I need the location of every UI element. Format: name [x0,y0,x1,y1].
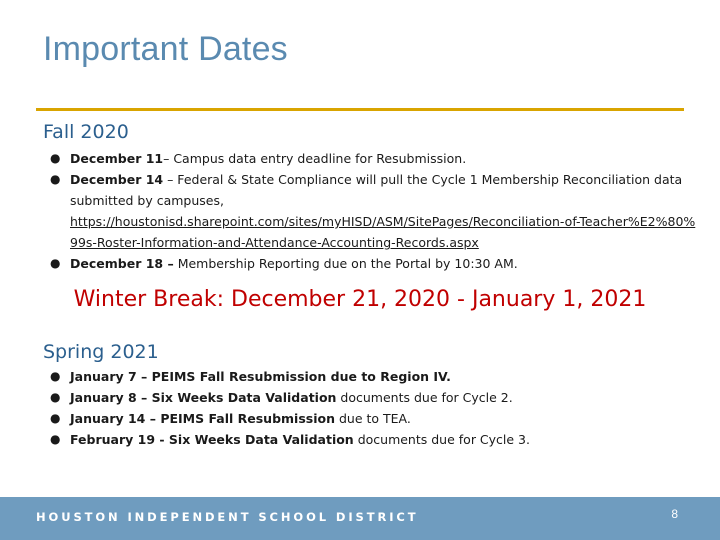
spring-list [48,366,648,450]
list-item [48,387,648,408]
item-text: Membership Reporting due on the Portal by 10:30 AM. [173,256,518,271]
bullet-icon: ● [50,256,61,270]
fall-heading: Fall 2020 [43,121,129,143]
district-name: HOUSTON INDEPENDENT SCHOOL DISTRICT [36,510,419,524]
list-item [48,429,648,450]
item-date: January 7 – PEIMS Fall Resubmission due to Region IV. [70,369,451,384]
item-date: February 19 - Six Weeks Data Validation [70,432,354,447]
fall-list [48,148,698,274]
item-date: December 14 [70,172,164,187]
bullet-icon: ● [50,411,61,425]
bullet-icon: ● [50,432,61,446]
list-item [48,148,698,169]
winter-break-banner: Winter Break: December 21, 2020 - January 1, 2021 [73,287,647,312]
spring-heading: Spring 2021 [43,341,159,363]
slide-title: Important Dates [43,30,288,68]
bullet-icon: ● [50,151,61,165]
page-number: 8 [671,507,678,521]
item-text: – Campus data entry deadline for Resubmission. [163,151,467,166]
list-item [48,169,698,253]
list-item [48,408,648,429]
item-date: January 8 – Six Weeks Data Validation [70,390,337,405]
item-text: due to TEA. [335,411,411,426]
item-date: December 18 – [70,256,174,271]
bullet-icon: ● [50,390,61,404]
reconciliation-link[interactable]: https://houstonisd.sharepoint.com/sites/myHISD/ASM/SitePages/Reconciliation-of-Teacher%E2%80%99s-Roster-Information-and-Attendance-Accounting-Records.aspx [70,214,696,250]
item-date: December 11 [70,151,164,166]
bullet-icon: ● [50,172,61,186]
title-divider [36,108,684,111]
item-date: January 14 – PEIMS Fall Resubmission [70,411,335,426]
bullet-icon: ● [50,369,61,383]
list-item [48,253,698,274]
list-item [48,366,648,387]
item-text: documents due for Cycle 2. [336,390,513,405]
item-text: documents due for Cycle 3. [353,432,530,447]
footer-bar [0,497,720,540]
item-text: – Federal & State Compliance will pull the Cycle 1 Membership Reconciliation data submitted by campuses, [70,172,683,208]
